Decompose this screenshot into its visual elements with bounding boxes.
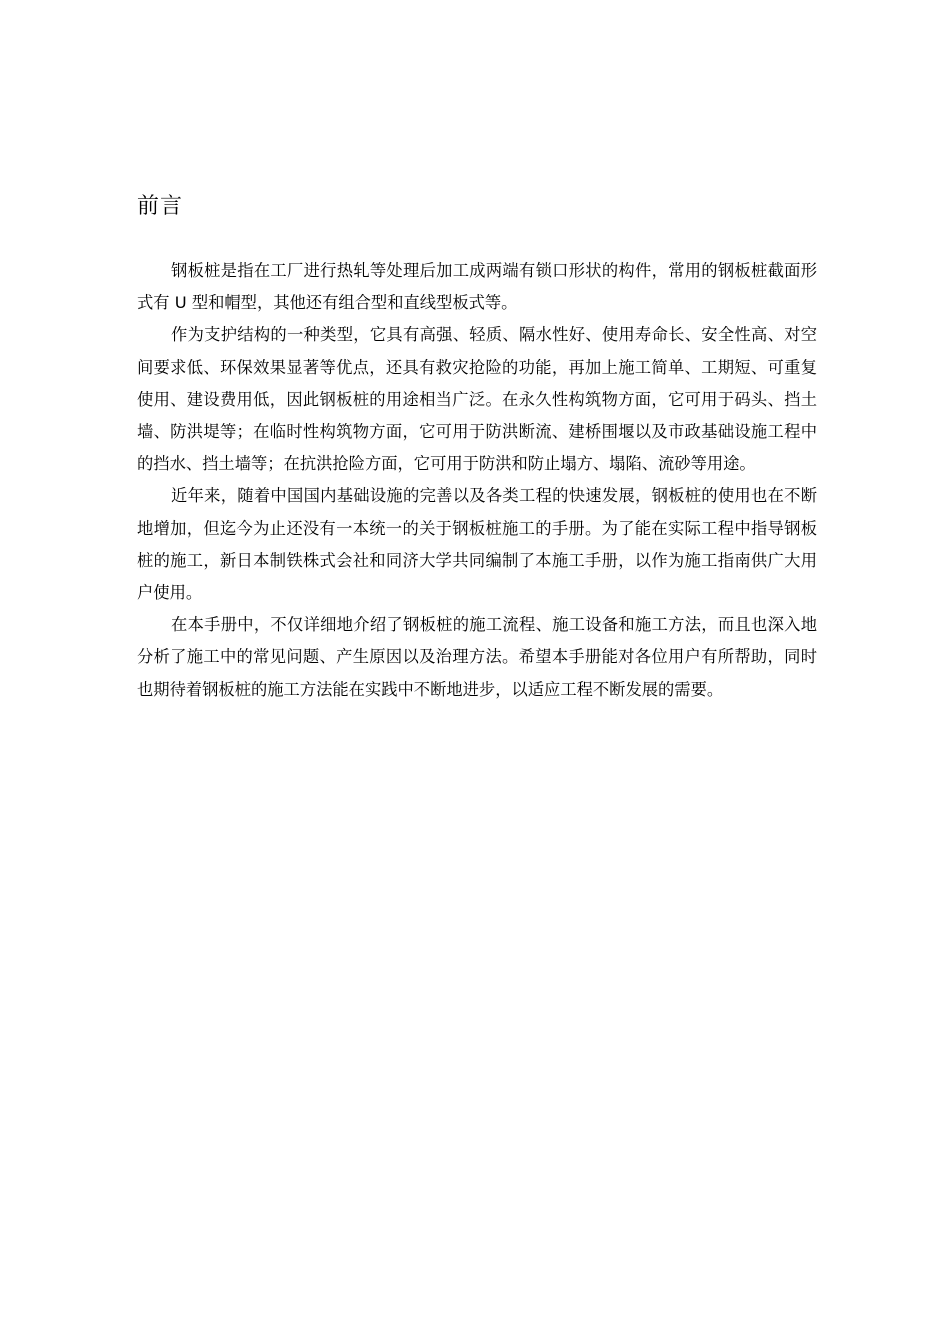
paragraph-1: 钢板桩是指在工厂进行热轧等处理后加工成两端有锁口形状的构件，常用的钢板桩截面形式有 U 型和帽型，其他还有组合型和直线型板式等。 (137, 261, 817, 313)
paragraph-3: 近年来，随着中国国内基础设施的完善以及各类工程的快速发展，钢板桩的使用也在不断地增加，但迄今为止还没有一本统一的关于钢板桩施工的手册。为了能在实际工程中指导钢板桩的施工，新日本制铁株式会社和同济大学共同编制了本施工手册，以作为施工指南供广大用户使用。 (137, 486, 817, 603)
paragraph-2: 作为支护结构的一种类型，它具有高强、轻质、隔水性好、使用寿命长、安全性高、对空间要求低、环保效果显著等优点，还具有救灾抢险的功能，再加上施工简单、工期短、可重复使用、建设费用低，因此钢板桩的用途相当广泛。在永久性构筑物方面，它可用于码头、挡土墙、防洪堤等；在临时性构筑物方面，它可用于防洪断流、建桥围堰以及市政基础设施工程中的挡水、挡土墙等；在抗洪抢险方面，它可用于防洪和防止塌方、塌陷、流砂等用途。 (137, 325, 817, 474)
paragraph-4: 在本手册中，不仅详细地介绍了钢板桩的施工流程、施工设备和施工方法，而且也深入地分析了施工中的常见问题、产生原因以及治理方法。希望本手册能对各位用户有所帮助，同时也期待着钢板桩的施工方法能在实践中不断地进步，以适应工程不断发展的需要。 (137, 615, 817, 699)
body-text (137, 255, 817, 706)
page-title: 前言 (137, 194, 184, 219)
